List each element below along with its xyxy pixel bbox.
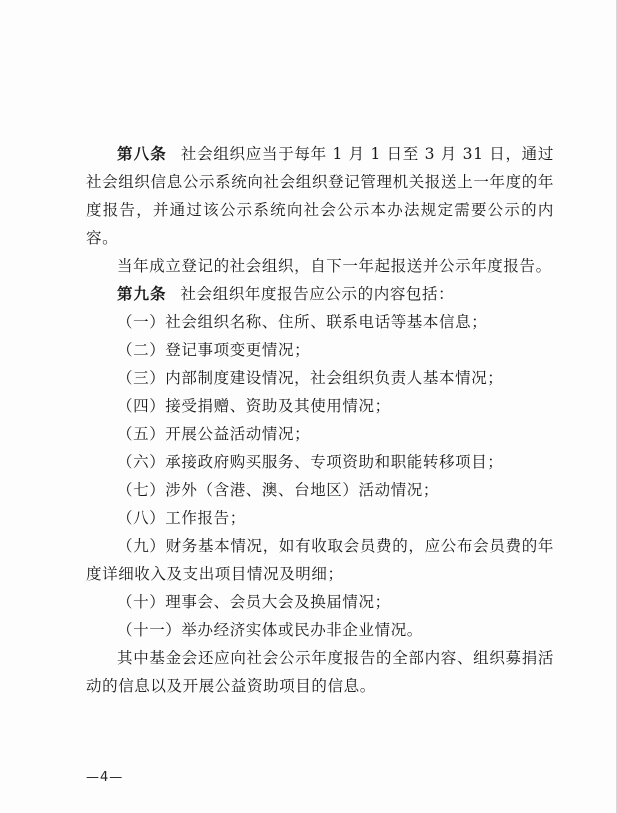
list-item: （二）登记事项变更情况；	[117, 341, 311, 359]
article-8-paragraph-2: 当年成立登记的社会组织，自下一年起报送并公示年度报告。	[117, 257, 552, 275]
list-item: （八）工作报告；	[117, 509, 246, 527]
list-item: （五）开展公益活动情况；	[117, 425, 311, 443]
list-item: （十）理事会、会员大会及换届情况；	[117, 593, 391, 611]
article-8-heading: 第八条	[117, 144, 167, 163]
list-item: （九）财务基本情况，如有收取会员费的，应公布会员费的年度详细收入及支出项目情况及明细；	[86, 537, 554, 583]
article-8-paragraph	[86, 140, 554, 252]
list-item: （六）承接政府购买服务、专项资助和职能转移项目；	[117, 453, 504, 471]
list-item: （四）接受捐赠、资助及其使用情况；	[117, 397, 391, 415]
article-9-heading: 第九条	[117, 284, 167, 303]
document-body	[86, 140, 554, 700]
article-8-text: 社会组织应当于每年 1 月 1 日至 3 月 31 日，通过社会组织信息公示系统向社会组织登记管理机关报送上一年度的年度报告，并通过该公示系统向社会公示本办法规定需要公示的内容。	[86, 145, 554, 247]
page-number: —4—	[86, 770, 124, 785]
list-item: （三）内部制度建设情况，社会组织负责人基本情况；	[117, 369, 504, 387]
article-9-paragraph	[86, 280, 554, 308]
list-item: （七）涉外（含港、澳、台地区）活动情况；	[117, 481, 440, 499]
article-9-closing: 其中基金会还应向社会公示年度报告的全部内容、组织募捐活动的信息以及开展公益资助项目的信息。	[86, 649, 554, 695]
article-9-intro: 社会组织年度报告应公示的内容包括：	[180, 285, 455, 303]
list-item: （一）社会组织名称、住所、联系电话等基本信息；	[117, 313, 488, 331]
list-item: （十一）举办经济实体或民办非企业情况。	[117, 621, 423, 639]
